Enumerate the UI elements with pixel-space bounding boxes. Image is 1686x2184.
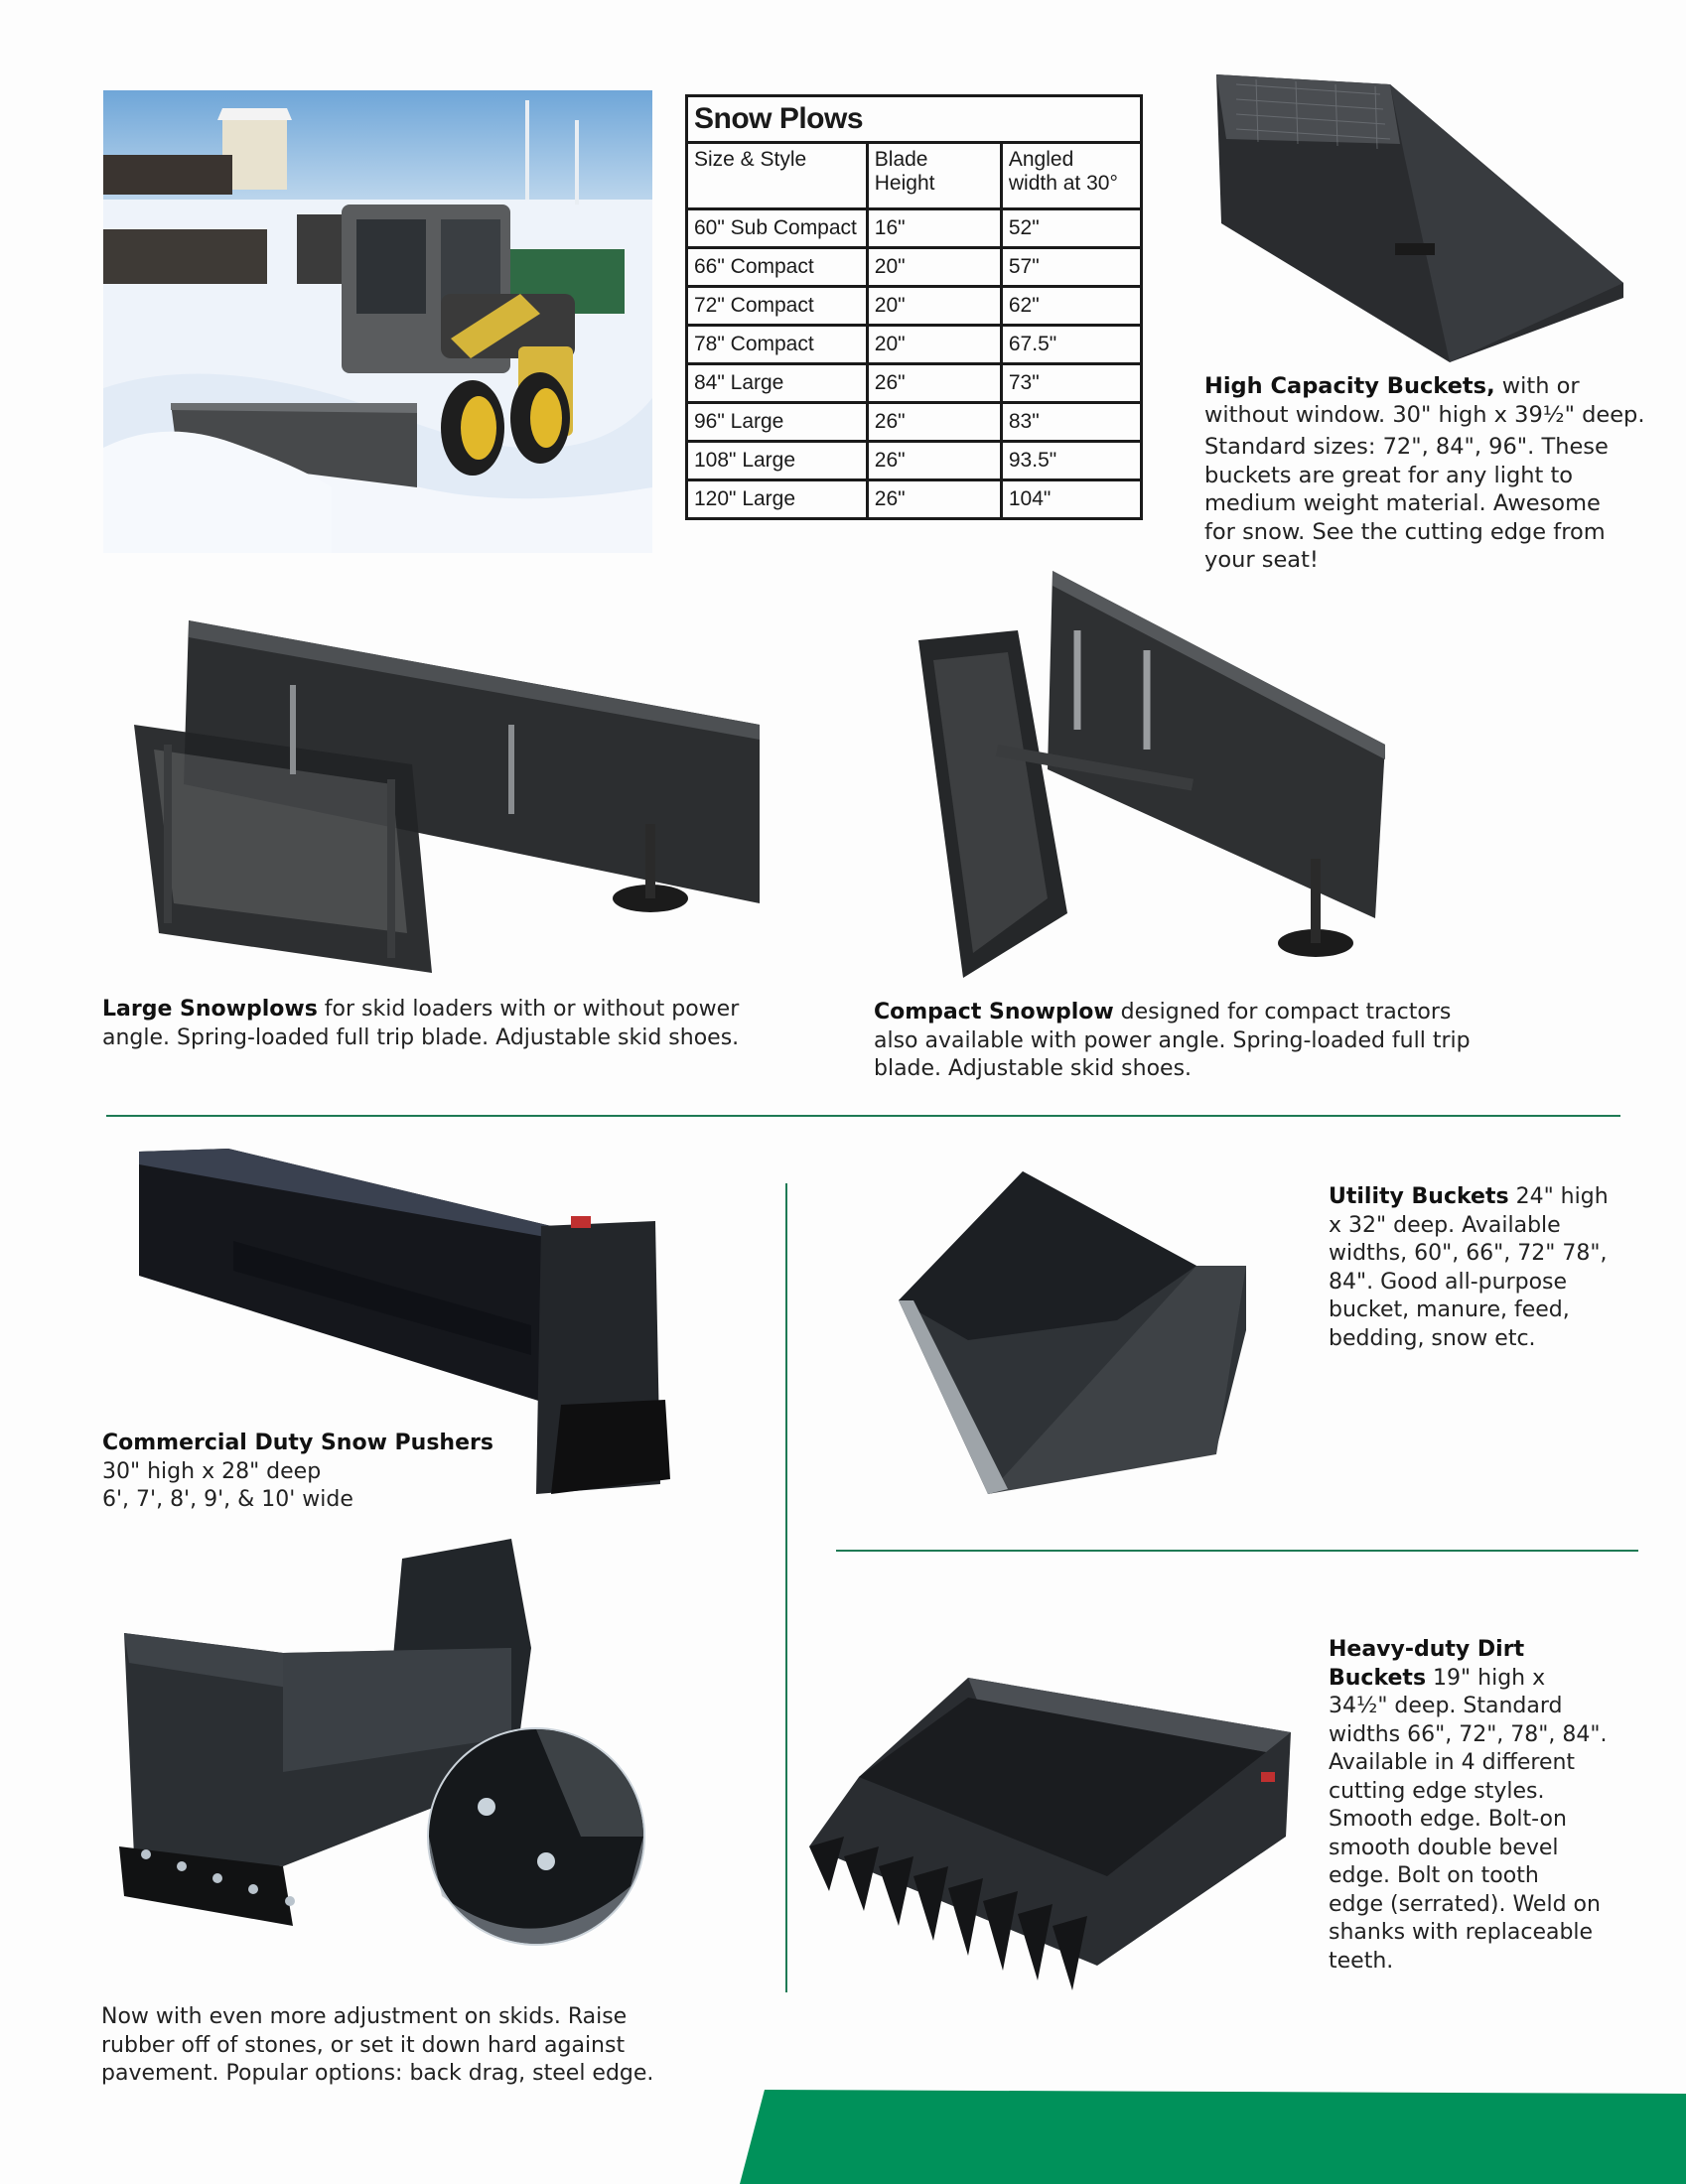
utility-buckets-title: Utility Buckets [1329, 1184, 1509, 1209]
cell-blade-height: 26" [867, 403, 1001, 442]
cell-angled-width: 104" [1001, 480, 1141, 519]
cell-size-style: 60" Sub Compact [687, 209, 868, 248]
cell-angled-width: 93.5" [1001, 442, 1141, 480]
right-column-divider [836, 1550, 1638, 1552]
cell-blade-height: 16" [867, 209, 1001, 248]
utility-bucket-photo [899, 1171, 1256, 1504]
compact-snowplow-caption: Compact Snowplow designed for compact tractors also available with power angle. Spring-loaded full trip blade. Adjustable skid shoes. [874, 1000, 1471, 1081]
pusher-adjustment-caption: Now with even more adjustment on skids. Raise rubber off of stones, or set it down hard against pavement. Popular options: back drag, steel edge. [101, 2004, 654, 2086]
cell-blade-height: 26" [867, 480, 1001, 519]
header-size-style: Size & Style [687, 143, 868, 209]
large-snowplows-caption: Large Snowplows for skid loaders with or without power angle. Spring-loaded full trip blade. Adjustable skid shoes. [102, 997, 740, 1050]
cell-blade-height: 26" [867, 442, 1001, 480]
cell-blade-height: 20" [867, 326, 1001, 364]
cell-size-style: 96" Large [687, 403, 868, 442]
high-capacity-title: High Capacity Buckets, [1204, 373, 1495, 399]
cell-angled-width: 57" [1001, 248, 1141, 287]
table-row [687, 364, 1142, 403]
cell-size-style: 72" Compact [687, 287, 868, 326]
section-divider-vertical [785, 1183, 787, 1992]
snow-plows-table [685, 94, 1143, 520]
table-row [687, 326, 1142, 364]
cell-size-style: 66" Compact [687, 248, 868, 287]
cell-blade-height: 20" [867, 287, 1001, 326]
dirt-buckets-title-line1: Heavy-duty Dirt [1329, 1637, 1525, 1662]
header-angled-width: Angled width at 30° [1001, 143, 1141, 209]
table-header-row [687, 143, 1142, 209]
header-blade-height: Blade Height [867, 143, 1001, 209]
utility-buckets-caption: Utility Buckets 24" high x 32" deep. Available widths, 60", 66", 72" 78", 84". Good all-purpose bucket, manure, feed, bedding, snow etc. [1329, 1184, 1609, 1351]
compact-snowplow-title: Compact Snowplow [874, 1000, 1114, 1024]
table-row [687, 248, 1142, 287]
section-divider-horizontal [106, 1115, 1620, 1117]
cell-blade-height: 26" [867, 364, 1001, 403]
table-row [687, 403, 1142, 442]
snow-pushers-caption: Commercial Duty Snow Pushers 30" high x 28" deep 6', 7', 8', 9', & 10' wide [102, 1431, 493, 1512]
cell-blade-height: 20" [867, 248, 1001, 287]
cell-size-style: 84" Large [687, 364, 868, 403]
high-capacity-buckets-caption: High Capacity Buckets, with or without window. 30" high x 39½" deep. Standard sizes: 72", 84", 96". These buckets are great for any light to medium weight material. Awesome for snow. See the cutting edge from your seat! [1204, 373, 1645, 573]
large-snowplows-title: Large Snowplows [102, 997, 318, 1022]
cell-angled-width: 62" [1001, 287, 1141, 326]
dirt-buckets-caption: Heavy-duty Dirt Buckets 19" high x 34½" deep. Standard widths 66", 72", 78", 84". Available in 4 different cutting edge styles. Smooth edge. Bolt-on smooth double bevel edge. Bolt on tooth edge (serrated). Weld on shanks with replaceable teeth. [1329, 1637, 1608, 1974]
table-row [687, 209, 1142, 248]
compact-snowplow-photo [889, 571, 1405, 978]
cell-size-style: 78" Compact [687, 326, 868, 364]
cell-size-style: 108" Large [687, 442, 868, 480]
table-row [687, 287, 1142, 326]
snow-pusher-skid-photo [114, 1539, 740, 1966]
table-title: Snow Plows [687, 96, 1142, 143]
snow-pushers-title: Commercial Duty Snow Pushers [102, 1431, 493, 1455]
dirt-buckets-title-line2: Buckets [1329, 1665, 1427, 1691]
skid-steer-snowplow-photo [103, 90, 652, 553]
cell-angled-width: 67.5" [1001, 326, 1141, 364]
high-capacity-bucket-photo [1196, 65, 1623, 362]
cell-angled-width: 83" [1001, 403, 1141, 442]
cell-size-style: 120" Large [687, 480, 868, 519]
table-row [687, 480, 1142, 519]
dirt-bucket-photo [799, 1678, 1296, 2005]
table-row [687, 442, 1142, 480]
large-snowplow-photo [124, 615, 770, 973]
cell-angled-width: 73" [1001, 364, 1141, 403]
cell-angled-width: 52" [1001, 209, 1141, 248]
